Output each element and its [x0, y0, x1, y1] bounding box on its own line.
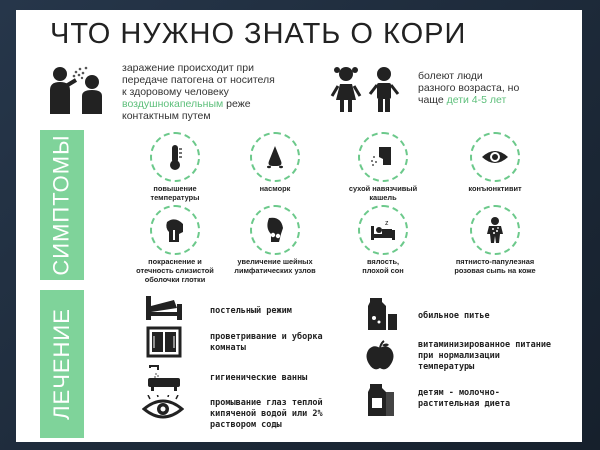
symptom-label [328, 257, 438, 275]
age-line-3-prefix: чаще [418, 94, 447, 106]
treatment-label [418, 311, 490, 322]
throat-icon [161, 216, 189, 244]
treatment-label-line: постельный режим [210, 306, 292, 316]
transmission-line-1: заражение происходит при [122, 62, 254, 74]
symptom-label [328, 184, 438, 202]
symptom-label-line: плохой сон [362, 266, 404, 275]
symptom-label-line: температуры [150, 193, 200, 202]
drink-icon [364, 296, 398, 332]
transmission-line-5: контактным путем [122, 110, 211, 122]
treatment-label-line: температуры [418, 362, 475, 372]
symptom-label-line: пятнисто-папулезная [455, 257, 535, 266]
treatment-label [210, 398, 323, 431]
symptom-label [220, 184, 330, 193]
eye-icon [481, 143, 509, 171]
treatment-label-line: при нормализации [418, 351, 500, 361]
treatment-label-line: кипяченой водой или 2% [210, 409, 323, 419]
symptom-label [220, 257, 330, 275]
treatment-label [210, 306, 292, 317]
transmission-highlight: воздушнокапельным [122, 98, 224, 110]
treatment-band [40, 290, 84, 438]
runny-nose-icon [261, 143, 289, 171]
symptom-label [120, 184, 230, 202]
symptom-circle [358, 205, 408, 255]
treatment-label [210, 373, 307, 384]
age-text [418, 70, 519, 106]
treatment-label [418, 340, 551, 373]
treatment-label-line: растительная диета [418, 399, 511, 409]
transmission-line-2: передаче патогена от носителя [122, 74, 275, 86]
symptom-circle [250, 132, 300, 182]
window-icon [146, 326, 182, 358]
eye-wash-icon [142, 395, 184, 423]
symptom-label-line: конъюнктивит [468, 184, 522, 193]
age-line-1: болеют люди [418, 70, 483, 82]
symptom-label [120, 257, 230, 284]
symptoms-band [40, 130, 84, 280]
symptom-circle [250, 205, 300, 255]
thermometer-icon [161, 143, 189, 171]
symptom-label [440, 257, 550, 275]
sneezing-people-icon [46, 64, 110, 116]
bed-icon [144, 292, 184, 322]
age-highlight: дети 4-5 лет [446, 94, 507, 106]
treatment-label-line: гигиенические ванны [210, 373, 308, 383]
treatment-label-line: обильное питье [418, 311, 490, 321]
transmission-text [122, 62, 275, 122]
symptom-label-line: увеличение шейных [237, 257, 313, 266]
milk-icon [364, 382, 398, 418]
treatment-label [418, 388, 510, 410]
transmission-after-highlight: реже [223, 98, 251, 110]
apple-icon [364, 340, 396, 372]
symptom-circle [150, 205, 200, 255]
symptom-label-line: насморк [259, 184, 291, 193]
treatment-label-line: детям - молочно- [418, 388, 500, 398]
symptoms-section-label: СИМПТОМЫ [49, 134, 75, 276]
symptom-label-line: кашель [369, 193, 397, 202]
symptom-label-line: розовая сыпь на коже [454, 266, 536, 275]
symptom-label-line: лимфатических узлов [234, 266, 316, 275]
treatment-label [210, 332, 323, 354]
symptom-circle [358, 132, 408, 182]
treatment-label-line: проветривание и уборка [210, 332, 323, 342]
symptom-circle [470, 205, 520, 255]
svg-text:z: z [385, 220, 389, 227]
bathtub-icon [146, 364, 182, 392]
symptom-label-line: вялость, [366, 257, 400, 266]
symptom-circle [150, 132, 200, 182]
symptom-label-line: покраснение и [148, 257, 202, 266]
cough-icon [369, 143, 397, 171]
symptom-label [440, 184, 550, 193]
treatment-label-line: раствором соды [210, 420, 282, 430]
age-line-2: разного возраста, но [418, 82, 520, 94]
symptom-label-line: отечность слизистой [136, 266, 214, 275]
treatment-label-line: комнаты [210, 343, 246, 353]
symptom-label-line: повышение [153, 184, 197, 193]
treatment-label-line: витаминизированное питание [418, 340, 552, 350]
transmission-line-3: к здоровому человеку [122, 86, 229, 98]
page-title: ЧТО НУЖНО ЗНАТЬ О КОРИ [50, 18, 467, 50]
treatment-section-label: ЛЕЧЕНИЕ [49, 308, 75, 420]
symptom-label-line: сухой навязчивый [348, 184, 418, 193]
treatment-label-line: промывание глаз теплой [210, 398, 323, 408]
sleep-icon [369, 216, 397, 244]
rash-icon [481, 216, 509, 244]
children-icon [326, 64, 406, 114]
symptom-label-line: оболочки глотки [144, 275, 206, 284]
lymph-nodes-icon [261, 216, 289, 244]
symptom-circle [470, 132, 520, 182]
